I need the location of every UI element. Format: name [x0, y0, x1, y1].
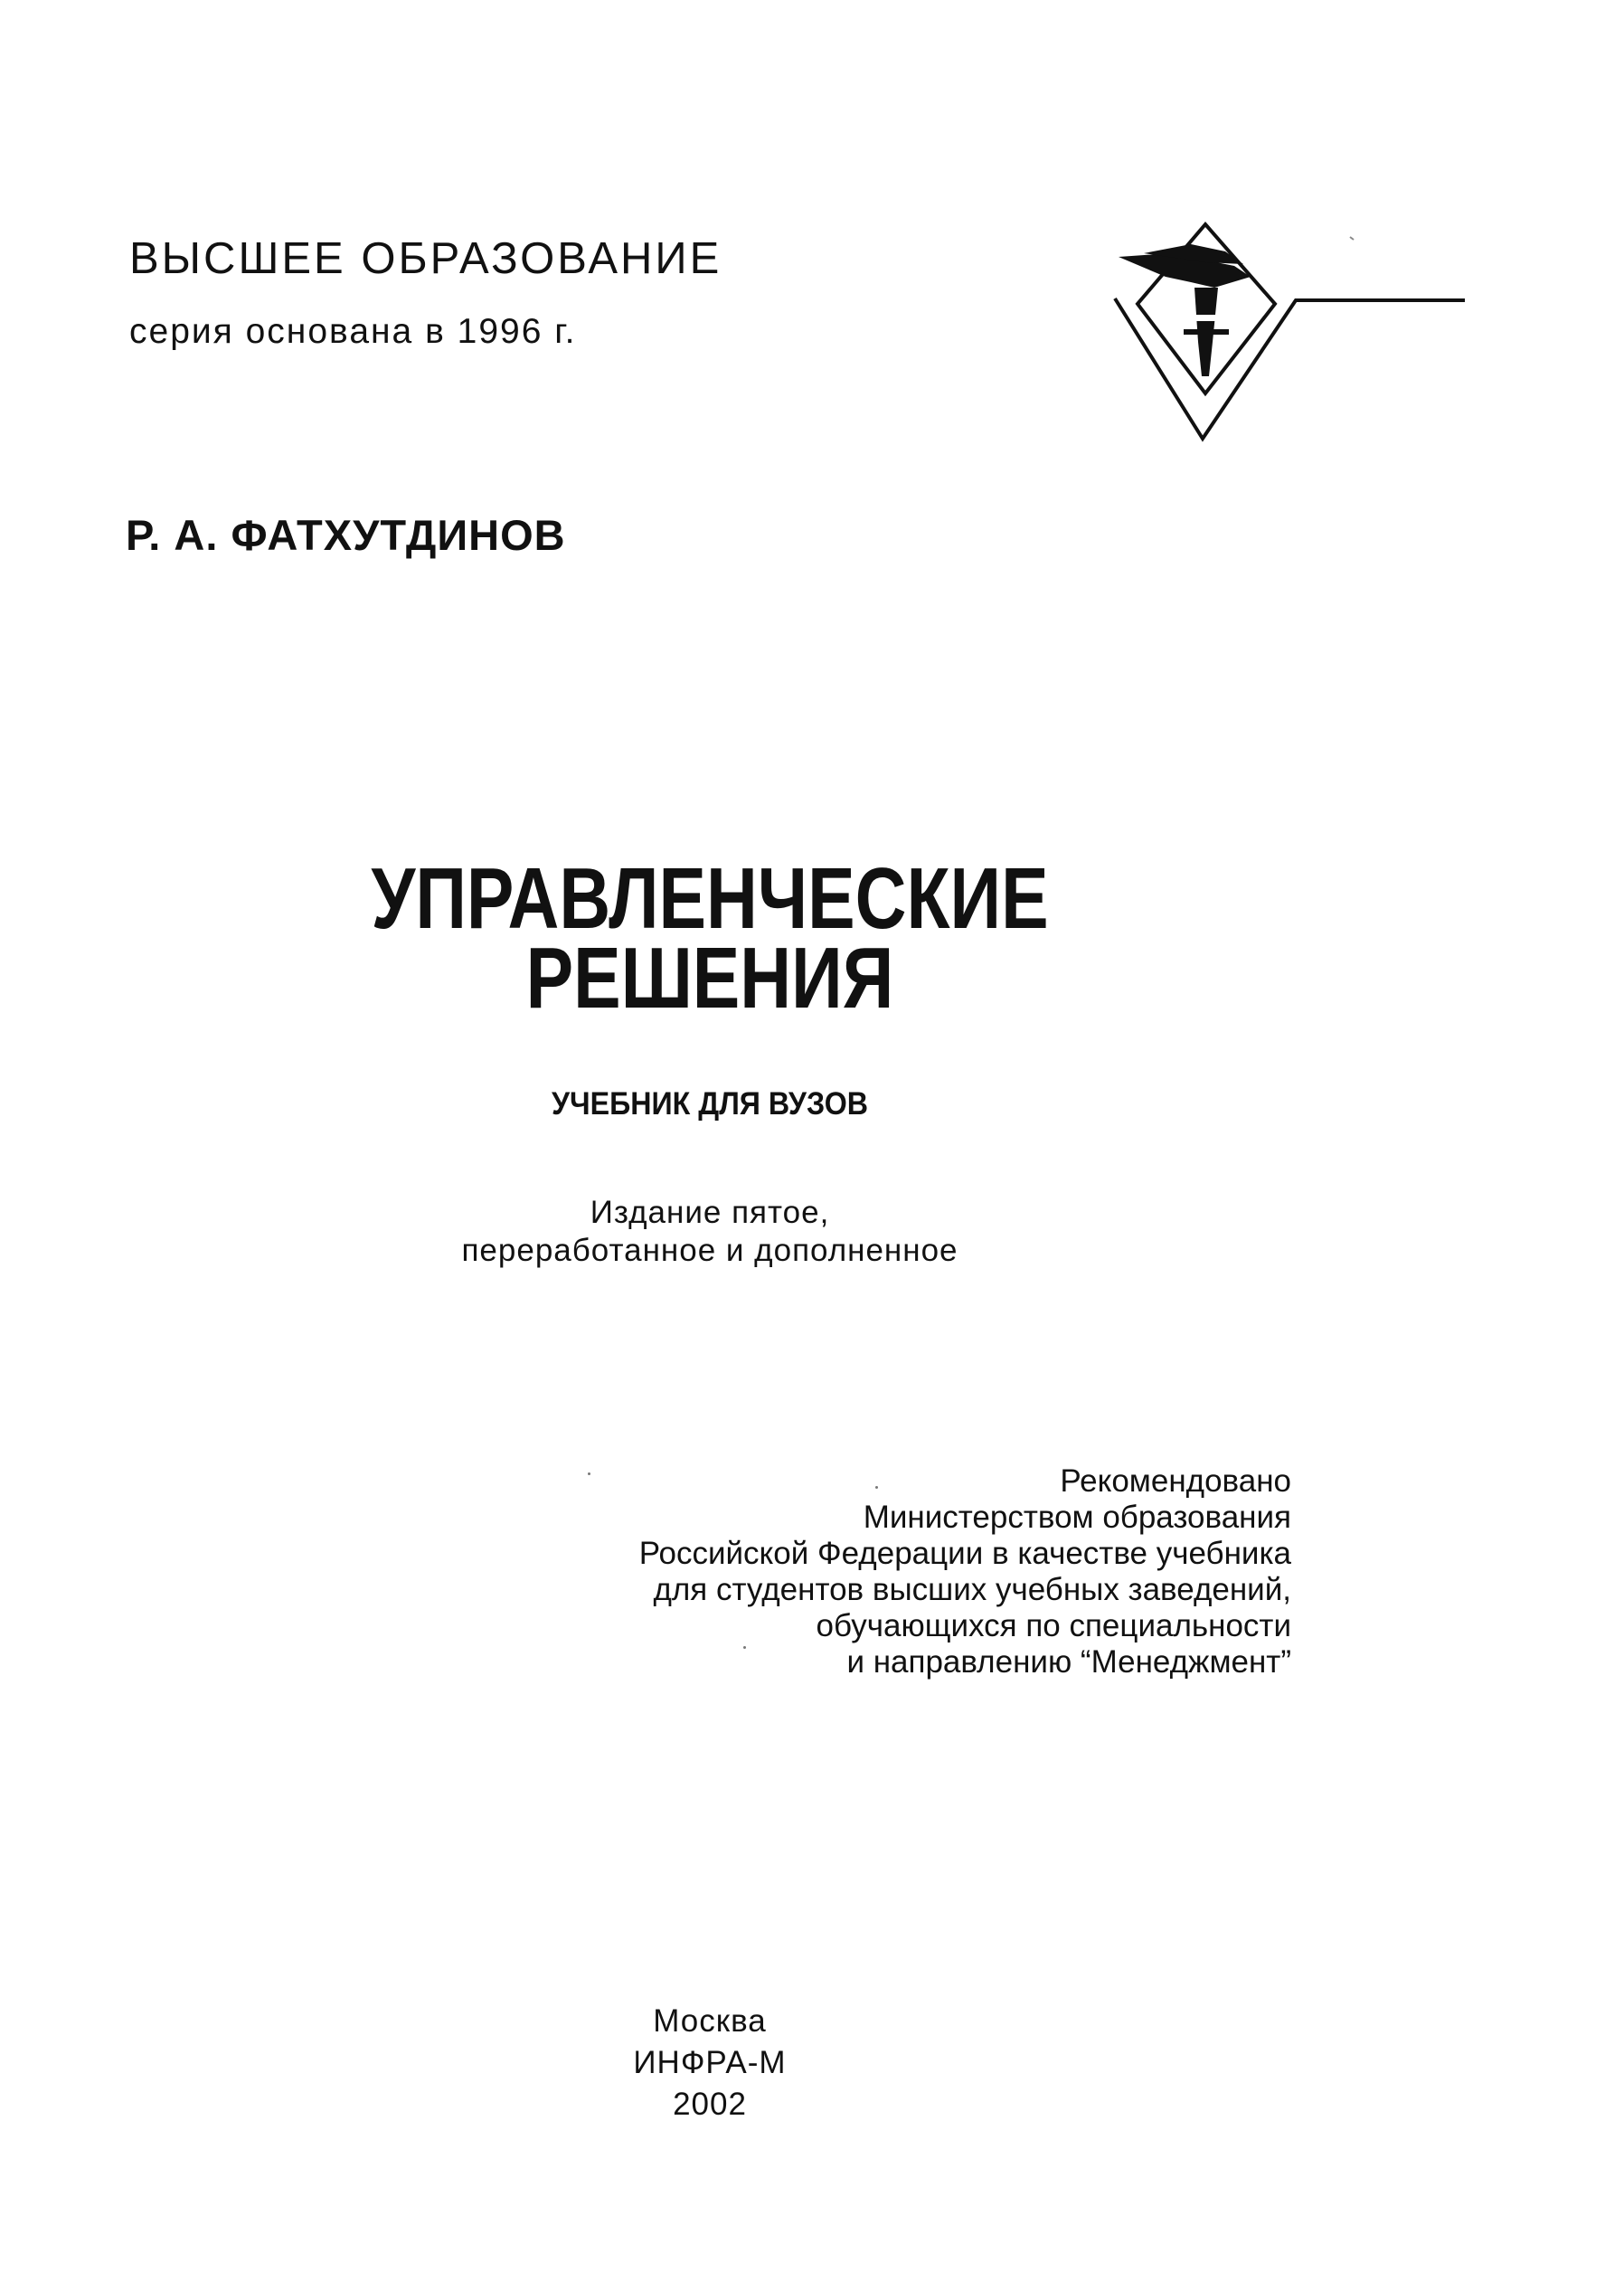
recommendation-line: Рекомендовано — [1060, 1463, 1291, 1499]
series-founded-line: серия основана в 1996 г. — [129, 312, 577, 351]
edition-line: переработанное и дополненное — [461, 1233, 958, 1268]
recommendation-line: обучающихся по специальности — [816, 1608, 1291, 1643]
imprint-year: 2002 — [673, 2087, 747, 2122]
ministry-recommendation — [639, 1463, 1291, 1680]
scan-speck — [743, 1646, 746, 1649]
recommendation-line: Министерством образования — [863, 1500, 1291, 1535]
edition-line: Издание пятое, — [590, 1195, 830, 1230]
book-title — [127, 850, 1291, 1027]
recommendation-line: и направлению “Менеджмент” — [846, 1644, 1291, 1680]
edition-note — [0, 1194, 1420, 1270]
torch-emblem-icon — [1108, 217, 1465, 448]
scan-speck — [875, 1486, 878, 1489]
book-title-line: УПРАВЛЕНЧЕСКИЕ — [371, 850, 1049, 947]
imprint-publisher: ИНФРА-М — [633, 2045, 787, 2080]
series-title: ВЫСШЕЕ ОБРАЗОВАНИЕ — [129, 234, 722, 283]
scan-speck — [588, 1472, 590, 1475]
recommendation-line: Российской Федерации в качестве учебника — [638, 1536, 1291, 1571]
author-name: Р. А. ФАТХУТДИНОВ — [126, 511, 566, 559]
book-subtitle: УЧЕБНИК ДЛЯ ВУЗОВ — [551, 1086, 869, 1122]
recommendation-line: для студентов высших учебных заведений, — [653, 1572, 1291, 1607]
publisher-imprint — [0, 2001, 1420, 2125]
book-title-line: РЕШЕНИЯ — [525, 930, 894, 1027]
imprint-city: Москва — [653, 2003, 767, 2039]
